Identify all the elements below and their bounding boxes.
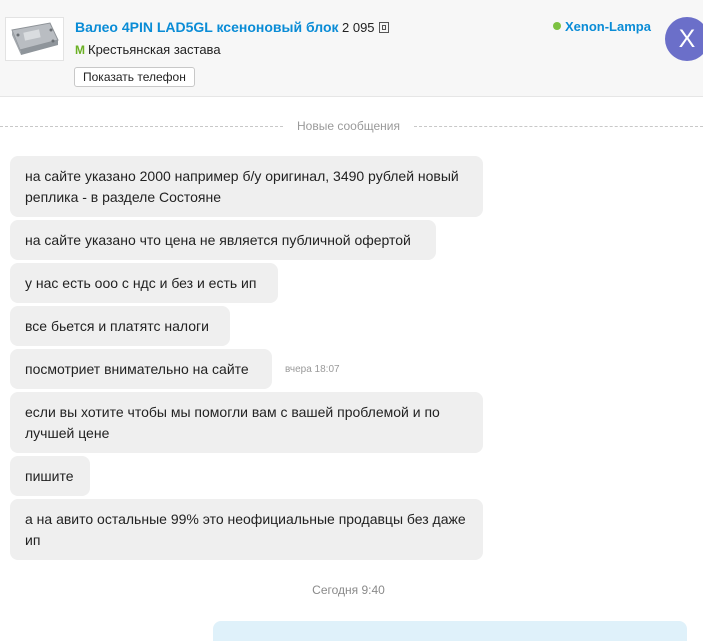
message-bubble[interactable] bbox=[10, 263, 278, 303]
ruble-icon bbox=[379, 22, 389, 33]
seller-name: Xenon-Lampa bbox=[565, 19, 651, 34]
item-thumbnail[interactable] bbox=[5, 17, 64, 61]
item-price bbox=[342, 20, 389, 35]
online-dot-icon bbox=[553, 22, 561, 30]
show-phone-button[interactable]: Показать телефон bbox=[74, 67, 195, 87]
day-separator: Сегодня 9:40 bbox=[312, 583, 385, 597]
message-text: все бьется и платятс налоги bbox=[25, 317, 209, 334]
new-messages-label: Новые сообщения bbox=[297, 119, 400, 133]
metro-m-icon: M bbox=[75, 43, 85, 57]
message-bubble[interactable] bbox=[10, 456, 90, 496]
message-text: у нас есть ооо с ндс и без и есть ип bbox=[25, 274, 257, 291]
message-bubble[interactable] bbox=[10, 349, 272, 389]
metro-station-name: Крестьянская застава bbox=[88, 42, 221, 57]
message-bubble[interactable] bbox=[10, 156, 483, 217]
item-title-link[interactable]: Валео 4PIN LAD5GL ксеноновый блок bbox=[75, 19, 339, 35]
xenon-ballast-image bbox=[6, 18, 63, 60]
new-messages-divider bbox=[0, 118, 703, 134]
message-text: пишите bbox=[25, 467, 74, 484]
message-timestamp: вчера 18:07 bbox=[285, 364, 340, 375]
message-bubble[interactable] bbox=[10, 306, 230, 346]
outgoing-message-bubble[interactable] bbox=[213, 621, 687, 641]
metro-location bbox=[75, 42, 221, 57]
message-text: если вы хотите чтобы мы помогли вам с вашей проблемой и по лучшей цене bbox=[25, 403, 440, 441]
message-text: а на авито остальные 99% это неофициальные продавцы без даже ип bbox=[25, 510, 466, 548]
seller-avatar[interactable]: X bbox=[665, 17, 703, 61]
message-text: на сайте указано 2000 например б/у оригинал, 3490 рублей новый реплика - в разделе Состояне bbox=[25, 167, 459, 205]
message-bubble[interactable] bbox=[10, 220, 436, 260]
divider-line-left bbox=[0, 126, 283, 127]
divider-line-right bbox=[414, 126, 703, 127]
seller-link[interactable] bbox=[553, 19, 651, 34]
message-text: посмотриет внимательно на сайте bbox=[25, 360, 249, 377]
message-text: на сайте указано что цена не является публичной офертой bbox=[25, 231, 411, 248]
price-value: 2 095 bbox=[342, 20, 375, 35]
chat-header bbox=[0, 0, 703, 97]
message-bubble[interactable] bbox=[10, 392, 483, 453]
message-bubble[interactable] bbox=[10, 499, 483, 560]
